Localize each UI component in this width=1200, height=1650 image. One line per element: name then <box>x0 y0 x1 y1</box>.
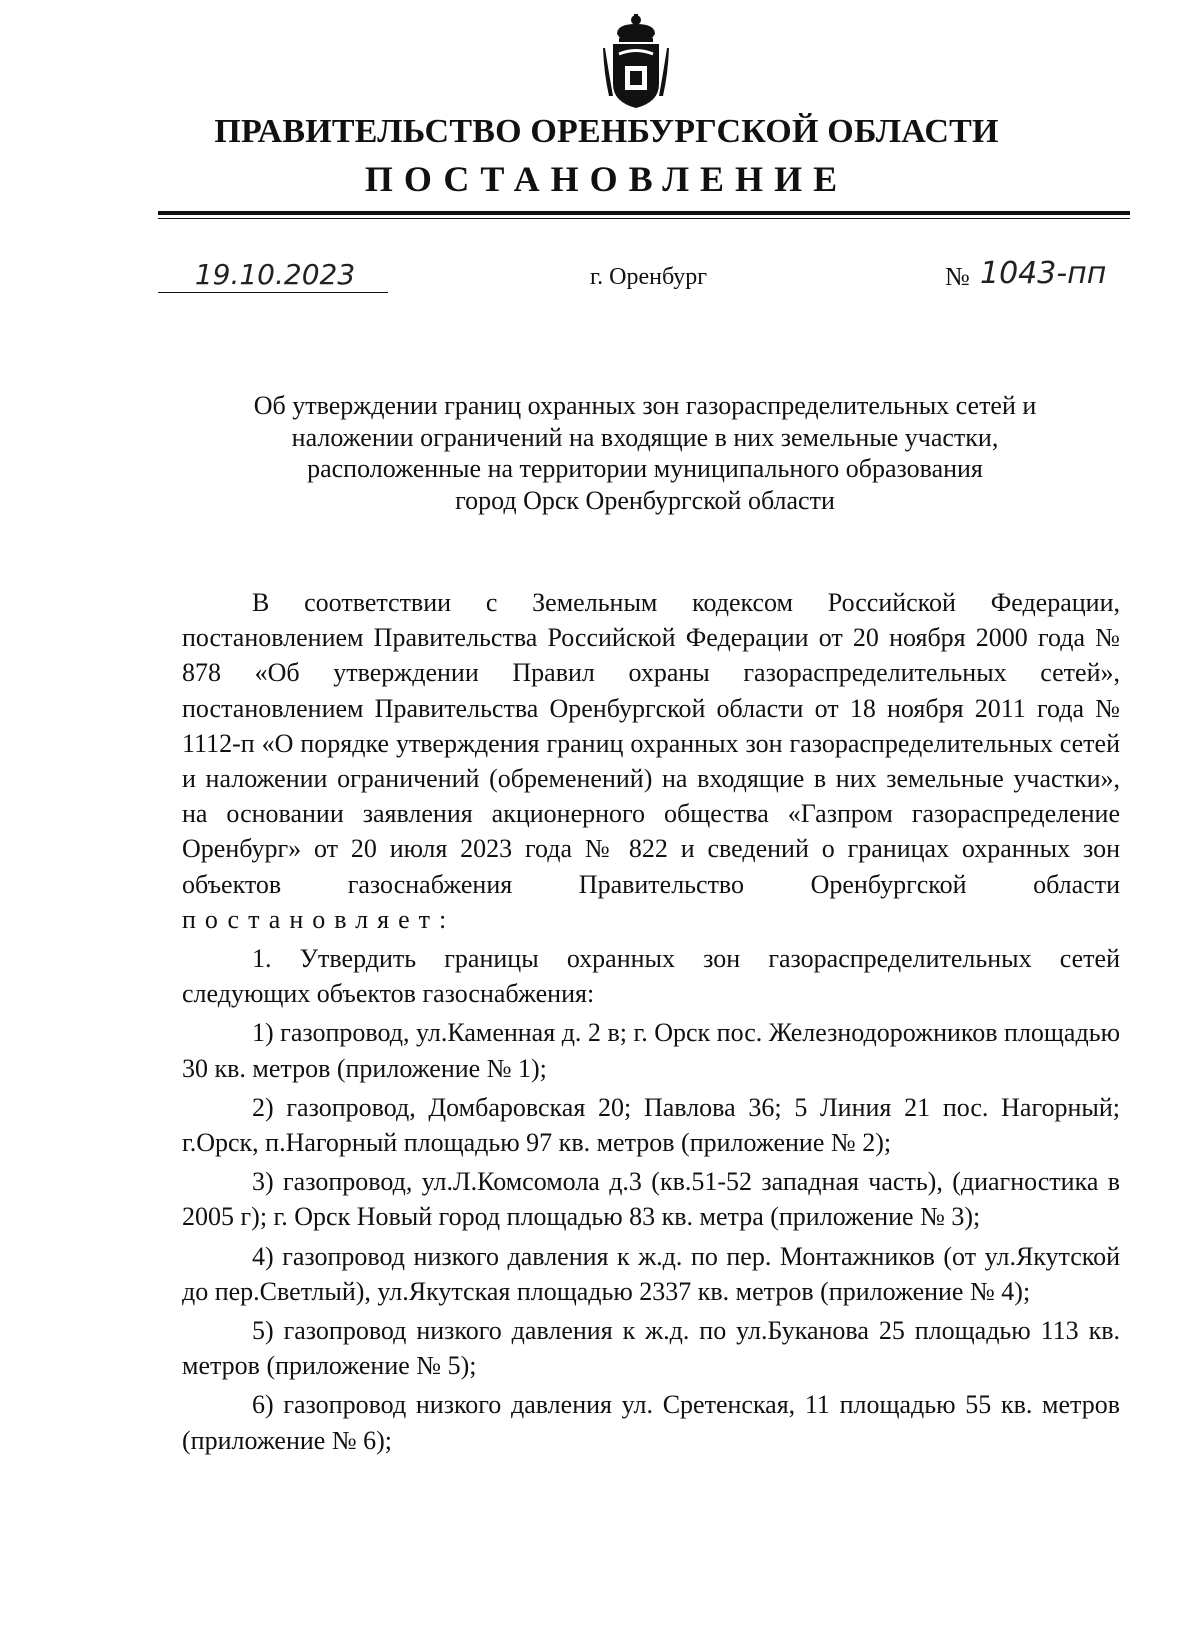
document-type-heading: ПОСТАНОВЛЕНИЕ <box>364 159 849 199</box>
document-city: г. Оренбург <box>590 264 708 290</box>
number-label: № <box>945 262 970 291</box>
title-line: наложении ограничений на входящие в них земельные участки, <box>291 422 999 452</box>
document-date: 19.10.2023 <box>194 258 356 291</box>
title-line: город Орск Оренбургской области <box>455 485 835 515</box>
list-item: 2) газопровод, Домбаровская 20; Павлова 36; 5 Линия 21 пос. Нагорный; г.Орск, п.Нагорный площадью 97 кв. метров (приложение № 2); <box>182 1092 1120 1158</box>
document-number: 1043-пп <box>980 256 1107 291</box>
list-item: 3) газопровод, ул.Л.Комсомола д.3 (кв.51-52 западная часть), (диагностика в 2005 г); г. Орск Новый город площадью 83 кв. метра (приложение № 3); <box>182 1167 1120 1232</box>
government-title: ПРАВИТЕЛЬСТВО ОРЕНБУРГСКОЙ ОБЛАСТИ <box>214 113 999 150</box>
preamble-text: В соответствии с Земельным кодексом Российской Федерации, постановлением Правительства Российской Федерации от 20 ноября 2000 года № 878 «Об утверждении Правил охраны газораспределительных сетей», постановлением Правительства Оренбургской области от 18 ноября 2011 года № 1112-п «О порядке утверждения границ охранных зон газораспределительных сетей и наложении ограничений (обременений) на входящие в них земельные участки», на основании заявления акционерного общества «Газпром газораспределение Оренбург» от 20 июля 2023 года № 822 и сведений о границах охранных зон объектов газоснабжения Правительство Оренбургской области <box>182 588 1120 899</box>
list-item: 6) газопровод низкого давления ул. Сретенская, 11 площадью 55 кв. метров (приложение № 6); <box>182 1390 1120 1455</box>
resolves-word: постановляет: <box>182 904 456 934</box>
document-body <box>182 585 1120 1458</box>
list-item: 5) газопровод низкого давления к ж.д. по ул.Буканова 25 площадью 113 кв. метров (приложение № 5); <box>182 1316 1120 1381</box>
date-underline <box>158 292 388 293</box>
preamble-paragraph <box>182 585 1120 937</box>
header-rule-thick <box>158 211 1130 215</box>
title-line: Об утверждении границ охранных зон газораспределительных сетей и <box>253 391 1037 420</box>
title-line: расположенные на территории муниципального образования <box>307 454 983 483</box>
coat-of-arms-emblem <box>603 14 669 110</box>
list-item: 1) газопровод, ул.Каменная д. 2 в; г. Орск пос. Железнодорожников площадью 30 кв. метров (приложение № 1); <box>182 1018 1120 1083</box>
document-title <box>180 390 1110 516</box>
clause-1: 1. Утвердить границы охранных зон газораспределительных сетей следующих объектов газоснабжения: <box>182 944 1120 1009</box>
list-item: 4) газопровод низкого давления к ж.д. по пер. Монтажников (от ул.Якутской до пер.Светлый), ул.Якутская площадью 2337 кв. метров (приложение № 4); <box>182 1241 1120 1306</box>
header-rule-thin <box>158 218 1130 219</box>
